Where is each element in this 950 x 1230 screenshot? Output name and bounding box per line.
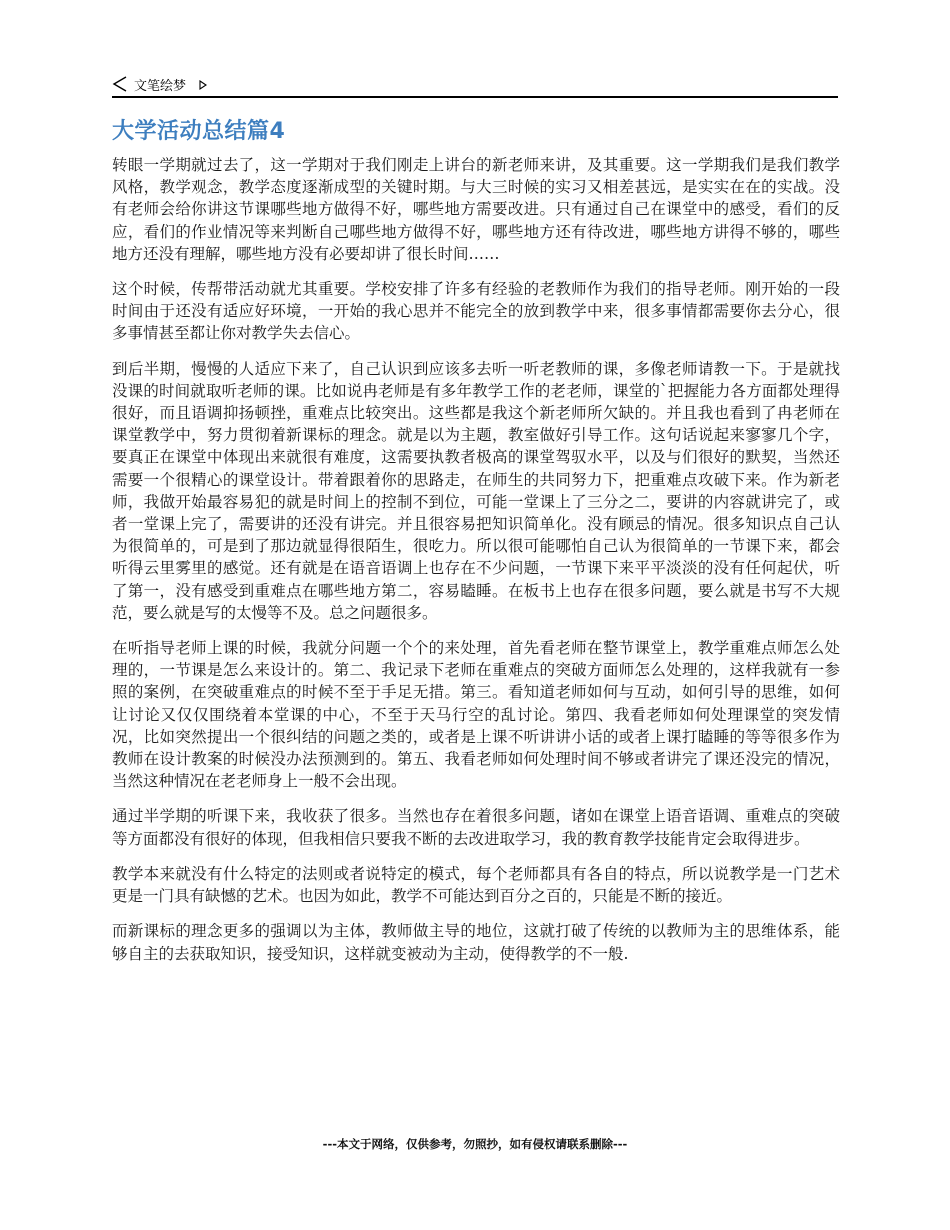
body-paragraph: 通过半学期的听课下来，我收获了很多。当然也存在着很多问题，诸如在课堂上语音语调、重难点的突破等方面都没有很好的体现，但我相信只要我不断的去改进取学习，我的教育教学技能肯定会取得进步。	[112, 807, 840, 848]
footer-disclaimer: ---本文于网络，仅供参考，勿照抄，如有侵权请联系删除---	[322, 1137, 628, 1151]
page-header	[112, 72, 838, 98]
play-triangle-icon[interactable]	[198, 76, 208, 88]
document-body	[112, 154, 840, 978]
brand-name: 文笔绘梦	[134, 78, 187, 94]
body-paragraph: 教学本来就没有什么特定的法则或者说特定的模式，每个老师都具有各自的特点，所以说教学是一门艺术更是一门具有缺憾的艺术。也因为如此，教学不可能达到百分之百的，只能是不断的接近。	[112, 864, 840, 906]
document-title: 大学活动总结篇4	[112, 119, 286, 144]
body-paragraph: 而新课标的理念更多的强调以为主体，教师做主导的地位，这就打破了传统的以教师为主的思维体系，能够自主的去获取知识，接受知识，这样就变被动为主动，使得教学的不一般.	[112, 922, 840, 963]
body-paragraph: 转眼一学期就过去了，这一学期对于我们刚走上讲台的新老师来讲，及其重要。这一学期我们是我们教学风格，教学观念，教学态度逐渐成型的关键时期。与大三时候的实习又相差甚远，是实实在在的实战。没有老师会给你讲这节课哪些地方做得不好，哪些地方需要改进。只有通过自己在课堂中的感受，看们的反应，看们的作业情况等来判断自己哪些地方做得不好，哪些地方还有待改进，哪些地方讲得不够的，哪些地方还没有理解，哪些地方没有必要却讲了很长时间……	[112, 156, 840, 263]
back-triangle-icon[interactable]	[112, 75, 128, 93]
body-paragraph: 在听指导老师上课的时候，我就分问题一个个的来处理，首先看老师在整节课堂上，教学重难点师怎么处理的，一节课是怎么来设计的。第二、我记录下老师在重难点的突破方面师怎么处理的，这样我就有一参照的案例，在突破重难点的时候不至于手足无措。第三。看知道老师如何与互动，如何引导的思维，如何让讨论又仅仅围绕着本堂课的中心，不至于天马行空的乱讨论。第四、我看老师如何处理课堂的突发情况，比如突然提出一个很纠结的问题之类的，或者是上课不听讲讲小话的或者上课打瞌睡的等等很多作为教师在设计教案的时候没办法预测到的。第五、我看老师如何处理时间不够或者讲完了课还没完的情况，当然这种情况在老老师身上一般不会出现。	[112, 639, 840, 791]
body-paragraph: 这个时候，传帮带活动就尤其重要。学校安排了许多有经验的老教师作为我们的指导老师。刚开始的一段时间由于还没有适应好环境，一开始的我心思并不能完全的放到教学中来，很多事情都需要你去分心，很多事情甚至都让你对教学失去信心。	[112, 280, 840, 343]
body-paragraph: 到后半期，慢慢的人适应下来了，自己认识到应该多去听一听老教师的课，多像老师请教一下。于是就找没课的时间就取听老师的课。比如说冉老师是有多年教学工作的老老师，课堂的`把握能力各方面都处理得很好，而且语调抑扬顿挫，重难点比较突出。这些都是我这个新老师所欠缺的。并且我也看到了冉老师在课堂教学中，努力贯彻着新课标的理念。就是以为主题，教室做好引导工作。这句话说起来寥寥几个字，要真正在课堂中体现出来就很有难度，这需要执教者极高的课堂驾驭水平，以及与们很好的默契，当然还需要一个很精心的课堂设计。带着跟着你的思路走，在师生的共同努力下，把重难点攻破下来。作为新老师，我做开始最容易犯的就是时间上的控制不到位，可能一堂课上了三分之二，要讲的内容就讲完了，或者一堂课上完了，需要讲的还没有讲完。并且很容易把知识简单化。没有顾忌的情况。很多知识点自己认为很简单的，可是到了那边就显得很陌生，很吃力。所以很可能哪怕自己认为很简单的一节课下来，都会听得云里雾里的感觉。还有就是在语音语调上也存在不少问题，一节课下来平平淡淡的没有任何起伏，听了第一，没有感受到重难点在哪些地方第二，容易瞌睡。在板书上也存在很多问题，要么就是书写不大规范，要么就是写的太慢等不及。总之问题很多。	[112, 359, 840, 622]
